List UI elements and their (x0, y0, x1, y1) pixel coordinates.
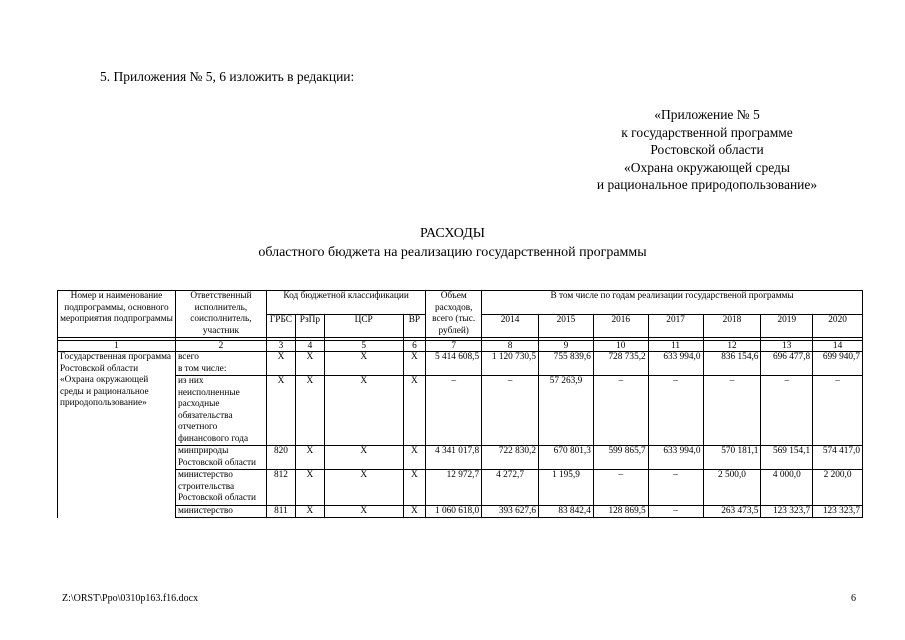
table-row (58, 446, 863, 470)
year-2020-cell: 574 417,0 (813, 446, 863, 470)
year-2016-cell: 728 735,2 (593, 352, 648, 376)
year-2015-cell: 57 263,9 (539, 376, 594, 446)
column-number: 4 (295, 341, 324, 352)
document-subtitle: областного бюджета на реализацию государственной программы (258, 245, 647, 260)
table-row (58, 505, 863, 518)
column-number: 6 (403, 341, 426, 352)
header-year: 2020 (813, 314, 863, 338)
appendix-line-5: и рациональное природопользование» (596, 177, 818, 192)
header-rzpr: РзПр (295, 314, 324, 338)
year-2018-cell: 836 154,6 (703, 352, 761, 376)
year-2020-cell: 699 940,7 (813, 352, 863, 376)
total-cell: 1 060 618,0 (426, 505, 482, 518)
executor-cell: из них неисполненные расходные обязательства отчетного финансового года (175, 376, 266, 446)
appendix-line-4: «Охрана окружающей среды (624, 159, 790, 175)
executor-cell: минприроды Ростовской области (175, 446, 266, 470)
column-number: 2 (175, 341, 266, 352)
year-2020-cell: 2 200,0 (813, 470, 863, 506)
vr-cell: X (403, 505, 426, 518)
vr-cell: X (403, 470, 426, 506)
rzpr-cell: X (295, 352, 324, 376)
grbs-cell: X (266, 352, 295, 376)
year-2014-cell: 4 272,7 (482, 470, 539, 506)
vr-cell: X (403, 376, 426, 446)
intro-text: 5. Приложения № 5, 6 изложить в редакции: (100, 69, 355, 84)
table-row (58, 470, 863, 506)
executor-cell: министерство строительства Ростовской области (175, 470, 266, 506)
header-vr: ВР (403, 314, 426, 338)
header-grbs: ГРБС (266, 314, 295, 338)
grbs-cell: 811 (266, 505, 295, 518)
expenditure-table (57, 290, 863, 518)
appendix-heading (557, 106, 857, 194)
year-2016-cell: 128 869,5 (593, 505, 648, 518)
year-2014-cell: – (482, 376, 539, 446)
column-number: 14 (813, 341, 863, 352)
header-years-group: В том числе по годам реализации государственой программы (482, 291, 863, 315)
appendix-line-2: к государственной программе (621, 124, 793, 140)
grbs-cell: 820 (266, 446, 295, 470)
year-2015-cell: 1 195,9 (539, 470, 594, 506)
year-2018-cell: 570 181,1 (703, 446, 761, 470)
grbs-cell: X (266, 376, 295, 446)
column-number: 7 (426, 341, 482, 352)
year-2017-cell: 633 994,0 (648, 446, 703, 470)
header-csr: ЦСР (324, 314, 403, 338)
year-2019-cell: – (761, 376, 813, 446)
column-number: 1 (58, 341, 176, 352)
year-2019-cell: 569 154,1 (761, 446, 813, 470)
year-2015-cell: 755 839,6 (539, 352, 594, 376)
year-2018-cell: 263 473,5 (703, 505, 761, 518)
header-year: 2019 (761, 314, 813, 338)
total-cell: 4 341 017,8 (426, 446, 482, 470)
vr-cell: X (403, 446, 426, 470)
header-year: 2017 (648, 314, 703, 338)
year-2016-cell: 599 865,7 (593, 446, 648, 470)
header-budget-code: Код бюджетной классификации (266, 291, 425, 315)
year-2020-cell: – (813, 376, 863, 446)
appendix-line-1: «Приложение № 5 (654, 107, 760, 122)
column-number: 12 (703, 341, 761, 352)
rzpr-cell: X (295, 470, 324, 506)
column-number: 9 (539, 341, 594, 352)
year-2017-cell: – (648, 376, 703, 446)
year-2020-cell: 123 323,7 (813, 505, 863, 518)
year-2017-cell: – (648, 505, 703, 518)
document-title: РАСХОДЫ (420, 226, 485, 241)
year-2015-cell: 83 842,4 (539, 505, 594, 518)
year-2018-cell: – (703, 376, 761, 446)
column-number-row (58, 341, 863, 352)
grbs-cell: 812 (266, 470, 295, 506)
header-year: 2015 (539, 314, 594, 338)
rzpr-cell: X (295, 376, 324, 446)
year-2017-cell: – (648, 470, 703, 506)
csr-cell: X (324, 505, 403, 518)
table-row (58, 352, 863, 376)
vr-cell: X (403, 352, 426, 376)
header-year: 2014 (482, 314, 539, 338)
csr-cell: X (324, 352, 403, 376)
appendix-line-3: Ростовской области (650, 142, 764, 157)
column-number: 8 (482, 341, 539, 352)
year-2019-cell: 123 323,7 (761, 505, 813, 518)
csr-cell: X (324, 470, 403, 506)
year-2019-cell: 4 000,0 (761, 470, 813, 506)
column-number: 10 (593, 341, 648, 352)
year-2018-cell: 2 500,0 (703, 470, 761, 506)
header-volume: Объем расходов, всего (тыс. рублей) (426, 291, 482, 338)
year-2016-cell: – (593, 376, 648, 446)
executor-cell: министерство (175, 505, 266, 518)
total-cell: 12 972,7 (426, 470, 482, 506)
header-year: 2016 (593, 314, 648, 338)
csr-cell: X (324, 446, 403, 470)
program-name-cell: Государственная программа Ростовской области «Охрана окружающей среды и рациональное природопользование» (58, 352, 176, 518)
year-2017-cell: 633 994,0 (648, 352, 703, 376)
column-number: 13 (761, 341, 813, 352)
year-2014-cell: 722 830,2 (482, 446, 539, 470)
year-2019-cell: 696 477,8 (761, 352, 813, 376)
column-number: 5 (324, 341, 403, 352)
year-2014-cell: 1 120 730,5 (482, 352, 539, 376)
column-number: 3 (266, 341, 295, 352)
rzpr-cell: X (295, 505, 324, 518)
total-cell: 5 414 608,5 (426, 352, 482, 376)
executor-cell: всего в том числе: (175, 352, 266, 376)
rzpr-cell: X (295, 446, 324, 470)
header-program: Номер и наименование подпрограммы, основного мероприятия подпрограммы (58, 291, 176, 338)
table-row (58, 376, 863, 446)
header-row-1 (58, 291, 863, 315)
footer-file-path: Z:\ORST\Ppo\0310p163.f16.docx (62, 593, 199, 604)
year-2014-cell: 393 627,6 (482, 505, 539, 518)
year-2016-cell: – (593, 470, 648, 506)
year-2015-cell: 670 801,3 (539, 446, 594, 470)
page-number: 6 (851, 593, 856, 604)
csr-cell: X (324, 376, 403, 446)
header-year: 2018 (703, 314, 761, 338)
header-executor: Ответственный исполнитель, соисполнитель, участник (175, 291, 266, 338)
column-number: 11 (648, 341, 703, 352)
total-cell: – (426, 376, 482, 446)
